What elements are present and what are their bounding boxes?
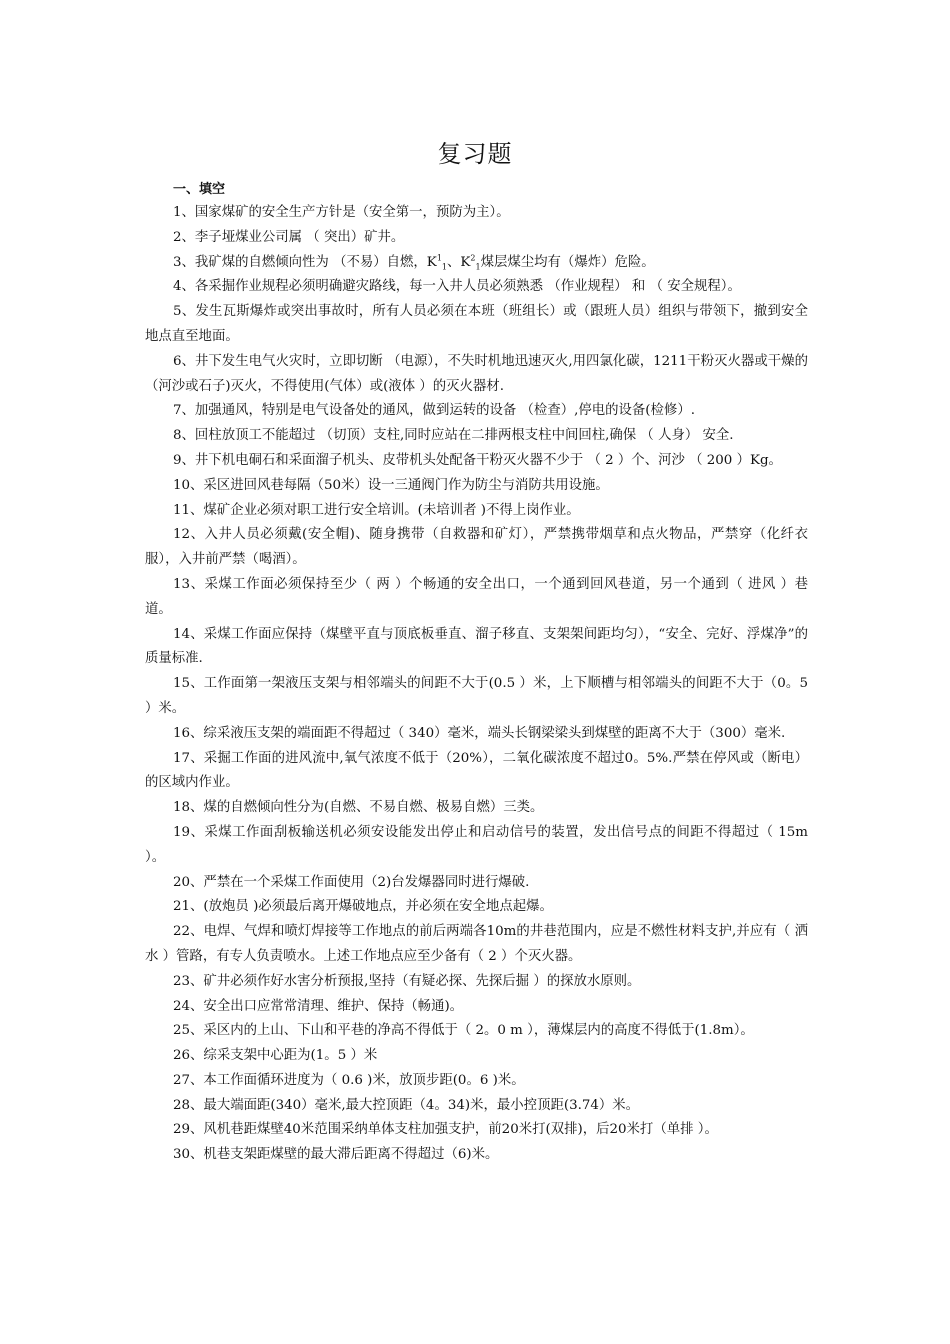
item3-text-middle: 、K (447, 254, 471, 270)
item3-superscript-2: 2 (470, 253, 476, 263)
question-item-25: 25、采区内的上山、下山和平巷的净高不得低于（ 2。0 m ），薄煤层内的高度不得低于(1.8m）。 (173, 1023, 754, 1039)
question-item-13: 13、采煤工作面必须保持至少（ 两 ）个畅通的安全出口，一个通到回风巷道，另一个通到（ 进风 ）巷道。 (145, 576, 808, 617)
question-item-16: 16、综采液压支架的端面距不得超过（ 340）毫米，端头长钢梁梁头到煤壁的距离不大于（300）毫米. (173, 725, 786, 741)
question-item-2: 2、李子垭煤业公司属 （ 突出）矿井。 (173, 229, 405, 245)
question-item-29: 29、风机巷距煤壁40米范围采纳单体支柱加强支护，前20米打(双排)，后20米打（单排 ）。 (173, 1122, 718, 1138)
question-item-4: 4、各采掘作业规程必须明确避灾路线，每一入井人员必须熟悉 （作业规程） 和 （ 安全规程）。 (173, 279, 741, 295)
item3-subscript-2: 1 (475, 262, 481, 272)
page-title: 复习题 (437, 140, 513, 168)
item3-superscript-1: 1 (436, 253, 442, 263)
question-item-10: 10、采区进回风巷每隔（50米）设一三通阀门作为防尘与消防共用设施。 (173, 477, 609, 493)
question-item-8: 8、回柱放顶工不能超过 （切顶）支柱,同时应站在二排两根支柱中间回柱,确保 （ 人身） 安全. (173, 428, 734, 444)
question-item-17: 17、采掘工作面的进风流中,氧气浓度不低于（20%），二氧化碳浓度不超过0。5%.严禁在停风或（断电）的区域内作业。 (145, 750, 808, 791)
question-list (145, 201, 808, 1168)
question-item-15: 15、工作面第一架液压支架与相邻端头的间距不大于(0.5 ）米，上下顺槽与相邻端头的间距不大于（0。5 ）米。 (145, 676, 808, 716)
question-item-12: 12、入井人员必须戴(安全帽)、随身携带（自救器和矿灯），严禁携带烟草和点火物品，严禁穿（化纤衣服），入井前严禁（喝酒）。 (145, 527, 808, 568)
question-item-7: 7、加强通风，特别是电气设备处的通风，做到运转的设备 （检查）,停电的设备(检修）. (173, 403, 695, 419)
question-item-18: 18、煤的自燃倾向性分为(自燃、不易自燃、极易自燃）三类。 (173, 800, 544, 816)
item3-text-after: 煤层煤尘均有（爆炸）危险。 (480, 254, 655, 270)
question-item-20: 20、严禁在一个采煤工作面使用（2)台发爆器同时进行爆破. (173, 874, 530, 890)
question-item-5: 5、发生瓦斯爆炸或突出事故时，所有人员必须在本班（班组长）或（跟班人员）组织与带领下，撤到安全地点直至地面。 (145, 304, 808, 344)
question-item-19: 19、采煤工作面刮板输送机必须安设能发出停止和启动信号的装置，发出信号点的间距不得超过（ 15m ）。 (145, 824, 808, 865)
question-item-27: 27、本工作面循环进度为（ 0.6 )米，放顶步距(0。6 )米。 (173, 1072, 525, 1088)
question-item-3 (145, 251, 808, 276)
question-item-28: 28、最大端面距(340）毫米,最大控顶距（4。34)米，最小控顶距(3.74）米。 (173, 1097, 640, 1113)
section-heading: 一、填空 (173, 182, 226, 197)
question-item-6: 6、井下发生电气火灾时，立即切断 （电源），不失时机地迅速灭火,用四氯化碳，1211干粉灭火器或干燥的 （河沙或石子)灭火，不得使用(气体）或(液体 ）的灭火器材. (145, 353, 808, 394)
question-item-9: 9、井下机电硐石和采面溜子机头、皮带机头处配备干粉灭火器不少于 （ 2 ）个、河沙 （ 200 ）Kg。 (173, 452, 782, 468)
question-item-22: 22、电焊、气焊和喷灯焊接等工作地点的前后两端各10m的井巷范围内，应是不燃性材料支护,并应有（ 洒水 ）管路，有专人负责喷水。上述工作地点应至少备有（ 2 ）个灭火器。 (145, 924, 808, 964)
question-item-14: 14、采煤工作面应保持（煤壁平直与顶底板垂直、溜子移直、支架架间距均匀），“安全、完好、浮煤净”的质量标准. (145, 626, 808, 667)
question-item-23: 23、矿井必须作好水害分析预报,坚持（有疑必探、先探后掘 ）的探放水原则。 (173, 973, 641, 989)
question-item-30: 30、机巷支架距煤壁的最大滞后距离不得超过（6)米。 (173, 1147, 499, 1163)
question-item-26: 26、综采支架中心距为(1。5 ）米 (173, 1048, 378, 1064)
item3-text-before: 3、我矿煤的自燃倾向性为 （不易）自燃，K (173, 254, 437, 270)
question-item-21: 21、(放炮员 )必须最后离开爆破地点，并必须在安全地点起爆。 (173, 899, 553, 915)
question-item-24: 24、安全出口应常常清理、维护、保持（畅通)。 (173, 998, 464, 1014)
question-item-1: 1、国家煤矿的安全生产方针是（安全第一，预防为主）。 (173, 205, 510, 220)
question-item-11: 11、煤矿企业必须对职工进行安全培训。(未培训者 )不得上岗作业。 (173, 502, 580, 518)
item3-subscript-1: 1 (441, 262, 447, 272)
